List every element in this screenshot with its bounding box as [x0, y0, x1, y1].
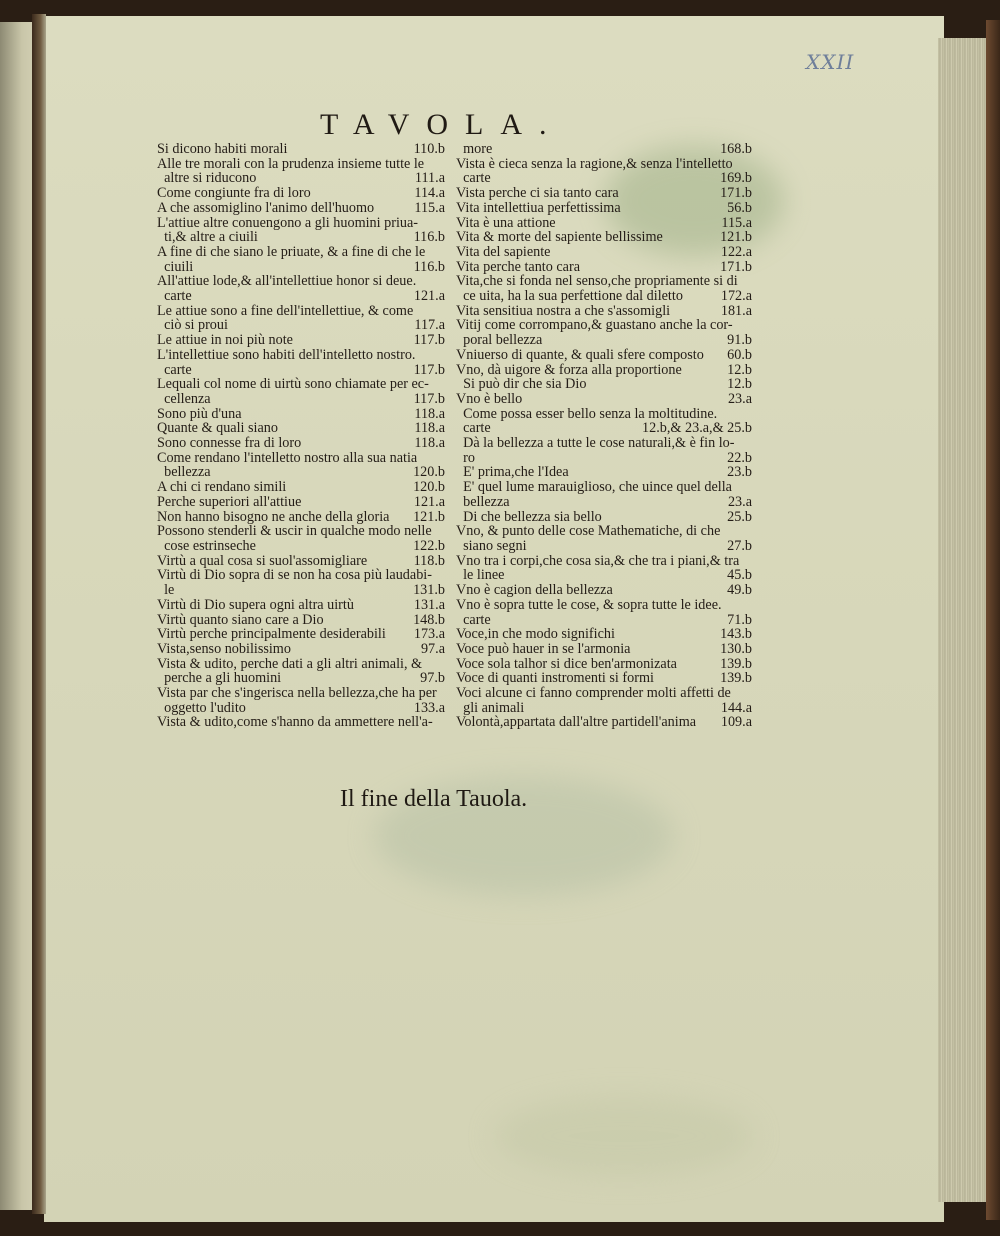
closing-line: Il fine della Tauola. [340, 786, 528, 812]
index-entry [456, 304, 752, 319]
entry-text: Vno tra i corpi,che cosa sia,& che tra i piani,& tra [456, 552, 740, 569]
index-entry [456, 715, 752, 730]
entry-text: Virtù di Dio sopra di se non ha cosa più laudabi- [157, 567, 432, 584]
entry-page-ref: 121.a [413, 288, 445, 305]
index-entry [157, 142, 445, 157]
entry-page-ref: 130.b [720, 640, 752, 657]
index-entry [157, 480, 445, 495]
index-entry [157, 686, 445, 701]
index-entry [157, 230, 445, 245]
index-entry [456, 465, 752, 480]
index-entry [157, 377, 445, 392]
index-entry [456, 245, 752, 260]
entry-text: Vitij come corrompano,& guastano anche la cor- [456, 317, 733, 334]
entry-page-ref: 117.b [413, 361, 445, 378]
entry-text: Vita perche tanto cara [456, 258, 581, 275]
index-entry [456, 377, 752, 392]
index-entry [456, 142, 752, 157]
entry-text: Vista & udito, perche dati a gli altri animali, & [157, 655, 423, 672]
entry-page-ref: 117.b [413, 390, 445, 407]
entry-page-ref: 91.b [727, 332, 752, 349]
entry-text: A fine di che siano le priuate, & a fine di che le [157, 243, 426, 260]
entry-text: cose estrinseche [157, 537, 256, 554]
index-entry [456, 230, 752, 245]
entry-text: Vita sensitiua nostra a che s'assomigli [456, 302, 671, 319]
index-entry [157, 274, 445, 289]
index-column-left [157, 142, 445, 730]
entry-page-ref: 97.b [420, 670, 445, 687]
index-entry [157, 671, 445, 686]
entry-page-ref: 144.a [720, 699, 752, 716]
entry-text: carte [157, 361, 192, 378]
index-entry [456, 171, 752, 186]
entry-page-ref: 122.a [720, 243, 752, 260]
entry-text: gli animali [456, 699, 525, 716]
entry-text: Vita,che si fonda nel senso,che propriamente si di [456, 273, 738, 290]
index-entry [157, 436, 445, 451]
entry-text: Come rendano l'intelletto nostro alla sua natia [157, 449, 418, 466]
index-entry [456, 274, 752, 289]
index-entry [456, 318, 752, 333]
entry-text: Sono più d'una [157, 405, 242, 422]
index-entry [456, 480, 752, 495]
entry-text: Alle tre morali con la prudenza insieme tutte le [157, 155, 425, 172]
index-entry [456, 451, 752, 466]
entry-page-ref: 173.a [413, 626, 445, 643]
entry-page-ref: 115.a [414, 199, 445, 216]
index-entry [456, 363, 752, 378]
index-entry [157, 465, 445, 480]
entry-text: Vita è una attione [456, 214, 556, 231]
index-entry [157, 421, 445, 436]
index-entry [157, 510, 445, 525]
index-entry [456, 333, 752, 348]
entry-page-ref: 168.b [720, 141, 752, 157]
entry-page-ref: 71.b [727, 611, 752, 628]
index-entry [456, 421, 752, 436]
entry-text: Le attiue sono a fine dell'intellettiue, & come [157, 302, 414, 319]
entry-text: oggetto l'udito [157, 699, 246, 716]
index-entry [157, 451, 445, 466]
index-entry [157, 642, 445, 657]
entry-text: Possono stenderli & uscir in qualche modo nelle [157, 523, 432, 540]
index-entry [157, 715, 445, 730]
entry-page-ref: 169.b [720, 170, 752, 187]
index-entry [157, 245, 445, 260]
entry-text: carte [456, 611, 491, 628]
index-entry [157, 157, 445, 172]
entry-text: Virtù quanto siano care a Dio [157, 611, 324, 628]
entry-page-ref: 23.a [727, 390, 752, 407]
index-entry [157, 701, 445, 716]
entry-text: more [456, 141, 493, 157]
entry-text: ti,& altre a ciuili [157, 229, 258, 246]
entry-page-ref: 49.b [727, 582, 752, 599]
entry-text: le linee [456, 567, 505, 584]
entry-page-ref: 111.a [414, 170, 445, 187]
index-entry [157, 568, 445, 583]
index-entry [456, 157, 752, 172]
entry-page-ref: 114.a [414, 185, 445, 202]
entry-page-ref: 172.a [720, 288, 752, 305]
entry-text: ciò si proui [157, 317, 228, 334]
index-entry [456, 539, 752, 554]
index-entry [157, 657, 445, 672]
entry-page-ref: 171.b [720, 258, 752, 275]
index-entry [157, 598, 445, 613]
cover-edge [986, 20, 1000, 1220]
entry-text: ro [456, 449, 475, 466]
index-entry [456, 554, 752, 569]
entry-text: ciuili [157, 258, 194, 275]
index-entry [456, 583, 752, 598]
entry-text: siano segni [456, 537, 527, 554]
entry-text: Vniuerso di quante, & quali sfere composto [456, 346, 704, 363]
entry-page-ref: 117.b [413, 332, 445, 349]
entry-page-ref: 122.b [413, 537, 445, 554]
index-entry [157, 171, 445, 186]
entry-text: A che assomiglino l'animo dell'huomo [157, 199, 375, 216]
index-entry [157, 318, 445, 333]
entry-text: Vita intellettiua perfettissima [456, 199, 621, 216]
entry-text: carte [157, 288, 192, 305]
entry-text: Voce può hauer in se l'armonia [456, 640, 631, 657]
index-entry [157, 363, 445, 378]
entry-text: le [157, 582, 175, 599]
index-column-right [456, 142, 752, 730]
entry-text: Dà la bellezza a tutte le cose naturali,& è fin lo- [456, 435, 735, 452]
entry-text: Vno, & punto delle cose Mathematiche, di che [456, 523, 721, 540]
index-entry [157, 186, 445, 201]
entry-text: Vita & morte del sapiente bellissime [456, 229, 663, 246]
entry-text: altre si riducono [157, 170, 257, 187]
entry-text: Vista,senso nobilissimo [157, 640, 291, 657]
folio-signature: XXII [806, 50, 855, 74]
entry-page-ref: 116.b [413, 258, 445, 275]
index-entry [157, 539, 445, 554]
entry-text: carte [456, 420, 491, 437]
entry-page-ref: 12.b,& 23.a,& 25.b [642, 420, 752, 437]
index-entry [157, 348, 445, 363]
binding-gutter [32, 14, 46, 1214]
entry-text: L'attiue altre conuengono a gli huomini priua- [157, 214, 419, 231]
entry-text: Le attiue in noi più note [157, 332, 293, 349]
entry-text: Perche superiori all'attiue [157, 493, 302, 510]
entry-text: Vno è cagion della bellezza [456, 582, 613, 599]
entry-page-ref: 45.b [727, 567, 752, 584]
index-entry [157, 407, 445, 422]
entry-text: Virtù a qual cosa si suol'assomigliare [157, 552, 368, 569]
index-entry [157, 260, 445, 275]
index-entry [157, 333, 445, 348]
entry-page-ref: 117.a [414, 317, 445, 334]
entry-text: poral bellezza [456, 332, 543, 349]
index-entry [157, 304, 445, 319]
entry-page-ref: 25.b [727, 508, 752, 525]
entry-text: carte [456, 170, 491, 187]
index-entry [456, 348, 752, 363]
entry-page-ref: 143.b [720, 626, 752, 643]
entry-page-ref: 22.b [727, 449, 752, 466]
entry-text: Vista perche ci sia tanto cara [456, 185, 619, 202]
index-entry [456, 186, 752, 201]
entry-text: E' quel lume marauiglioso, che uince quel della [456, 479, 732, 496]
entry-text: Virtù di Dio supera ogni altra uirtù [157, 596, 354, 613]
index-entry [157, 201, 445, 216]
entry-text: Voci alcune ci fanno comprender molti affetti de [456, 685, 731, 702]
index-entry [456, 201, 752, 216]
entry-page-ref: 118.a [414, 435, 445, 452]
entry-text: A chi ci rendano simili [157, 479, 287, 496]
entry-page-ref: 148.b [413, 611, 445, 628]
index-entry [456, 524, 752, 539]
entry-page-ref: 118.a [414, 420, 445, 437]
entry-text: All'attiue lode,& all'intellettiue honor si deue. [157, 273, 417, 290]
index-entry [456, 216, 752, 231]
index-entry [456, 671, 752, 686]
entry-text: cellenza [157, 390, 211, 407]
index-entry [157, 613, 445, 628]
entry-page-ref: 12.b [727, 361, 752, 378]
index-entry [456, 495, 752, 510]
entry-text: Di che bellezza sia bello [456, 508, 602, 525]
index-entry [157, 216, 445, 231]
page-title: TAVOLA. [320, 108, 564, 141]
index-entry [157, 627, 445, 642]
entry-text: bellezza [157, 464, 211, 481]
index-entry [456, 510, 752, 525]
index-entry [456, 436, 752, 451]
entry-page-ref: 120.b [413, 464, 445, 481]
entry-text: Come congiunte fra di loro [157, 185, 311, 202]
entry-page-ref: 118.a [414, 405, 445, 422]
index-entry [456, 568, 752, 583]
entry-text: Non hanno bisogno ne anche della gloria [157, 508, 390, 525]
index-entry [157, 524, 445, 539]
entry-page-ref: 131.b [413, 582, 445, 599]
entry-page-ref: 139.b [720, 655, 752, 672]
entry-text: Sono connesse fra di loro [157, 435, 302, 452]
index-entry [157, 289, 445, 304]
entry-text: Vno è sopra tutte le cose, & sopra tutte le idee. [456, 596, 722, 613]
entry-text: Lequali col nome di uirtù sono chiamate per ec- [157, 376, 429, 393]
index-entry [157, 392, 445, 407]
entry-page-ref: 139.b [720, 670, 752, 687]
entry-text: Quante & quali siano [157, 420, 278, 437]
entry-text: Si dicono habiti morali [157, 141, 288, 157]
entry-page-ref: 23.b [727, 464, 752, 481]
entry-text: Come possa esser bello senza la moltitudine. [456, 405, 718, 422]
entry-page-ref: 181.a [720, 302, 752, 319]
entry-text: Volontà,appartata dall'altre partidell'anima [456, 714, 697, 731]
entry-text: ce uita, ha la sua perfettione dal diletto [456, 288, 683, 305]
entry-page-ref: 115.a [721, 214, 752, 231]
entry-text: bellezza [456, 493, 510, 510]
entry-page-ref: 118.b [413, 552, 445, 569]
index-entry [456, 657, 752, 672]
entry-text: Vista è cieca senza la ragione,& senza l'intelletto [456, 155, 733, 172]
entry-page-ref: 12.b [727, 376, 752, 393]
entry-page-ref: 56.b [727, 199, 752, 216]
entry-text: E' prima,che l'Idea [456, 464, 569, 481]
entry-page-ref: 121.b [720, 229, 752, 246]
entry-text: Vista par che s'ingerisca nella bellezza,che ha per [157, 685, 437, 702]
entry-page-ref: 97.a [420, 640, 445, 657]
entry-text: L'intellettiue sono habiti dell'intelletto nostro. [157, 346, 416, 363]
foxing-stain [494, 1096, 754, 1176]
entry-page-ref: 109.a [720, 714, 752, 731]
index-entry [157, 495, 445, 510]
entry-page-ref: 60.b [727, 346, 752, 363]
index-entry [456, 392, 752, 407]
entry-text: Voce,in che modo significhi [456, 626, 615, 643]
entry-text: Vno è bello [456, 390, 523, 407]
entry-page-ref: 133.a [413, 699, 445, 716]
index-entry [157, 583, 445, 598]
entry-text: Voce sola talhor si dice ben'armonizata [456, 655, 677, 672]
entry-page-ref: 116.b [413, 229, 445, 246]
entry-text: Voce di quanti instromenti si formi [456, 670, 654, 687]
entry-page-ref: 27.b [727, 537, 752, 554]
index-entry [456, 701, 752, 716]
entry-page-ref: 121.a [413, 493, 445, 510]
entry-text: Vita del sapiente [456, 243, 551, 260]
entry-page-ref: 121.b [413, 508, 445, 525]
index-entry [456, 598, 752, 613]
entry-page-ref: 120.b [413, 479, 445, 496]
index-entry [456, 260, 752, 275]
entry-page-ref: 171.b [720, 185, 752, 202]
index-entry [456, 289, 752, 304]
entry-page-ref: 23.a [727, 493, 752, 510]
index-entry [456, 642, 752, 657]
entry-text: Si può dir che sia Dio [456, 376, 587, 393]
entry-page-ref: 131.a [413, 596, 445, 613]
entry-page-ref: 110.b [413, 141, 445, 157]
index-entry [456, 686, 752, 701]
index-entry [456, 407, 752, 422]
index-entry [456, 613, 752, 628]
index-entry [157, 554, 445, 569]
entry-text: perche a gli huomini [157, 670, 282, 687]
entry-text: Vista & udito,come s'hanno da ammettere nell'a- [157, 714, 433, 731]
index-entry [456, 627, 752, 642]
entry-text: Virtù perche principalmente desiderabili [157, 626, 386, 643]
entry-text: Vno, dà uigore & forza alla proportione [456, 361, 682, 378]
